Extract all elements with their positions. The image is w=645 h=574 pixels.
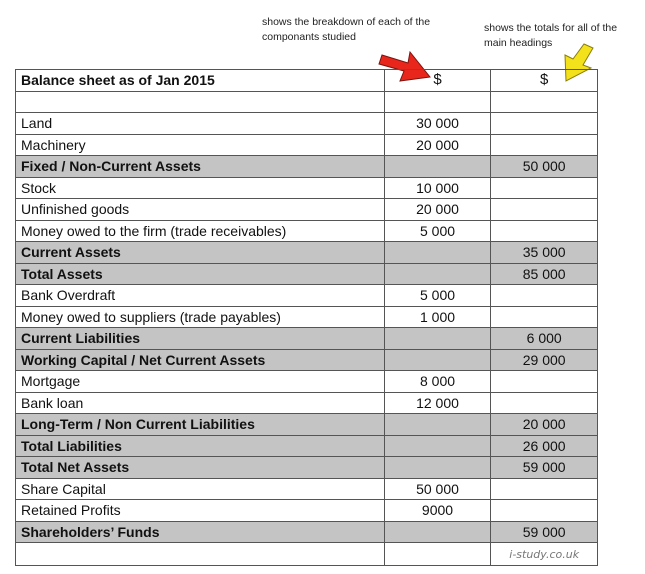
source-credit: i-study.co.uk [509,548,580,561]
row-breakdown-value: 50 000 [384,478,491,500]
empty-cell [16,543,385,566]
row-total-value: 26 000 [491,435,598,457]
table-row [16,199,598,221]
row-breakdown-value: 8 000 [384,371,491,393]
row-label: Unfinished goods [16,199,385,221]
row-total-value: 35 000 [491,242,598,264]
row-label: Current Assets [16,242,385,264]
table-row [16,242,598,264]
table-row [16,457,598,479]
row-total-value: 59 000 [491,521,598,543]
table-row [16,521,598,543]
row-total-value [491,500,598,522]
row-breakdown-value [384,414,491,436]
row-breakdown-value [384,91,491,113]
row-breakdown-value [384,156,491,178]
row-breakdown-value [384,457,491,479]
row-label: Total Liabilities [16,435,385,457]
row-breakdown-value: 5 000 [384,285,491,307]
row-total-value [491,306,598,328]
row-breakdown-value: 10 000 [384,177,491,199]
totals-column-header: $ [491,70,598,92]
row-total-value: 50 000 [491,156,598,178]
row-total-value [491,91,598,113]
row-total-value: 59 000 [491,457,598,479]
row-breakdown-value [384,349,491,371]
table-row [16,156,598,178]
row-breakdown-value: 12 000 [384,392,491,414]
row-label: Share Capital [16,478,385,500]
row-label: Fixed / Non-Current Assets [16,156,385,178]
row-label: Total Net Assets [16,457,385,479]
table-row [16,371,598,393]
row-breakdown-value: 9000 [384,500,491,522]
row-label: Mortgage [16,371,385,393]
table-row [16,263,598,285]
row-breakdown-value [384,328,491,350]
table-row [16,478,598,500]
row-label: Money owed to the firm (trade receivables) [16,220,385,242]
empty-cell [384,543,491,566]
row-total-value [491,177,598,199]
row-breakdown-value [384,242,491,264]
row-total-value: 20 000 [491,414,598,436]
table-row [16,414,598,436]
row-breakdown-value: 1 000 [384,306,491,328]
row-total-value [491,285,598,307]
row-label [16,91,385,113]
row-label: Retained Profits [16,500,385,522]
row-label: Bank loan [16,392,385,414]
row-total-value [491,220,598,242]
row-label: Bank Overdraft [16,285,385,307]
row-breakdown-value: 20 000 [384,134,491,156]
totals-annotation: shows the totals for all of the main headings [484,22,618,49]
breakdown-column-header: $ [384,70,491,92]
balance-sheet-table [15,69,598,566]
table-row [16,435,598,457]
table-row [16,500,598,522]
row-total-value [491,134,598,156]
table-row [16,113,598,135]
row-total-value: 29 000 [491,349,598,371]
table-row [16,306,598,328]
table-row [16,392,598,414]
row-total-value: 6 000 [491,328,598,350]
row-label: Machinery [16,134,385,156]
row-total-value [491,478,598,500]
table-row [16,91,598,113]
table-row [16,285,598,307]
row-total-value [491,199,598,221]
table-row [16,134,598,156]
table-row [16,177,598,199]
row-breakdown-value: 20 000 [384,199,491,221]
row-label: Money owed to suppliers (trade payables) [16,306,385,328]
row-total-value: 85 000 [491,263,598,285]
table-row [16,543,598,566]
row-total-value [491,371,598,393]
row-label: Shareholders’ Funds [16,521,385,543]
breakdown-annotation: shows the breakdown of each of the componants studied [262,16,431,43]
row-breakdown-value [384,521,491,543]
sheet-title: Balance sheet as of Jan 2015 [16,70,385,92]
row-total-value [491,113,598,135]
row-total-value [491,392,598,414]
row-breakdown-value [384,435,491,457]
table-row [16,220,598,242]
row-breakdown-value [384,263,491,285]
header-row [16,70,598,92]
row-label: Stock [16,177,385,199]
row-label: Total Assets [16,263,385,285]
row-label: Working Capital / Net Current Assets [16,349,385,371]
row-label: Current Liabilities [16,328,385,350]
table-row [16,349,598,371]
table-row [16,328,598,350]
row-breakdown-value: 5 000 [384,220,491,242]
row-breakdown-value: 30 000 [384,113,491,135]
row-label: Land [16,113,385,135]
credit-cell [491,543,598,566]
row-label: Long-Term / Non Current Liabilities [16,414,385,436]
